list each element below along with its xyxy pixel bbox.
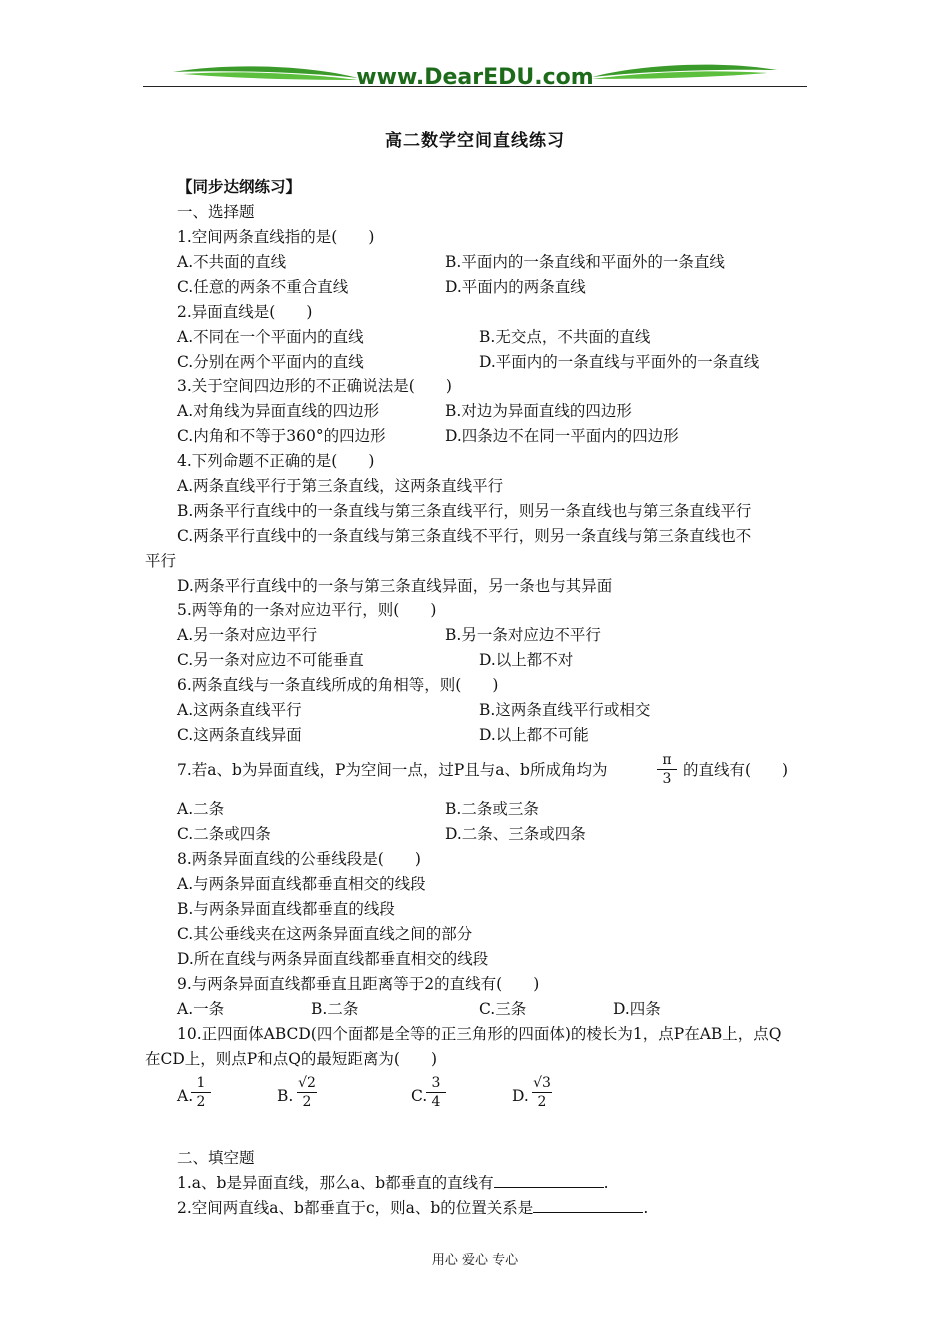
q1-option-b: B.平面内的一条直线和平面外的一条直线 xyxy=(445,253,725,271)
q6-option-a: A.这两条直线平行 xyxy=(177,701,302,719)
fill-2-end: . xyxy=(643,1199,649,1217)
q6-option-d: D.以上都不可能 xyxy=(479,726,589,744)
page-title: 高二数学空间直线练习 xyxy=(385,131,565,151)
q10-option-a-fraction xyxy=(187,1075,215,1110)
q5-stem: 5.两等角的一条对应边平行，则( ) xyxy=(177,601,437,619)
q4-option-b: B.两条平行直线中的一条直线与第三条直线平行，则另一条直线也与第三条直线平行 xyxy=(177,502,752,520)
fill-1-end: . xyxy=(603,1174,609,1192)
q10-option-a-label: A. xyxy=(177,1087,194,1105)
q4-option-d: D.两条平行直线中的一条与第三条直线异面，另一条也与其异面 xyxy=(177,577,613,595)
q10-d-den: 2 xyxy=(537,1094,547,1110)
q10-b-num: √2 xyxy=(298,1075,316,1091)
q2-stem: 2.异面直线是( ) xyxy=(177,303,313,321)
fill-question-1 xyxy=(177,1173,609,1193)
fill-question-2 xyxy=(177,1198,648,1218)
q9-option-c: C.三条 xyxy=(479,1000,527,1018)
fill-2-text: 2.空间两直线a、b都垂直于c，则a、b的位置关系是 xyxy=(177,1199,534,1217)
q6-option-b: B.这两条直线平行或相交 xyxy=(479,701,651,719)
q2-option-c: C.分别在两个平面内的直线 xyxy=(177,353,364,371)
q8-option-b: B.与两条异面直线都垂直的线段 xyxy=(177,900,395,918)
q7-option-c: C.二条或四条 xyxy=(177,825,271,843)
q10-d-num: √3 xyxy=(533,1075,551,1091)
q5-option-c: C.另一条对应边不可能垂直 xyxy=(177,651,364,669)
q1-option-a: A.不共面的直线 xyxy=(177,253,287,271)
page-footer: 用心 爱心 专心 xyxy=(431,1253,519,1268)
q7-option-a: A.二条 xyxy=(177,800,225,818)
q3-option-d: D.四条边不在同一平面内的四边形 xyxy=(445,427,679,445)
fill-1-blank[interactable] xyxy=(494,1173,604,1188)
q4-option-c-line2: 平行 xyxy=(145,552,177,570)
section-label: 【同步达纲练习】 xyxy=(177,178,302,196)
q3-option-b: B.对边为异面直线的四边形 xyxy=(445,402,632,420)
q10-option-b-label: B. xyxy=(277,1087,294,1105)
q8-option-d: D.所在直线与两条异面直线都垂直相交的线段 xyxy=(177,950,489,968)
q9-option-d: D.四条 xyxy=(613,1000,661,1018)
q7-fraction xyxy=(653,752,681,787)
q10-option-d-fraction xyxy=(528,1075,556,1110)
q3-option-c: C.内角和不等于360°的四边形 xyxy=(177,427,386,445)
q10-option-c-label: C. xyxy=(411,1087,428,1105)
q10-a-num: 1 xyxy=(196,1075,206,1091)
q7-option-b: B.二条或三条 xyxy=(445,800,539,818)
q7-frac-num: π xyxy=(662,752,672,768)
q10-c-num: 3 xyxy=(431,1075,441,1091)
q2-option-a: A.不同在一个平面内的直线 xyxy=(177,328,364,346)
q10-stem-line2: 在CD上，则点P和点Q的最短距离为( ) xyxy=(145,1050,438,1068)
q7-stem-post: 的直线有( ) xyxy=(683,761,789,779)
part2-heading: 二、填空题 xyxy=(177,1149,255,1167)
q6-option-c: C.这两条直线异面 xyxy=(177,726,302,744)
q1-stem: 1.空间两条直线指的是( ) xyxy=(177,228,375,246)
q7-frac-den: 3 xyxy=(662,771,672,787)
q10-a-den: 2 xyxy=(196,1094,206,1110)
q10-c-den: 4 xyxy=(431,1094,441,1110)
q1-option-c: C.任意的两条不重合直线 xyxy=(177,278,349,296)
part1-heading: 一、选择题 xyxy=(177,203,255,221)
q5-option-a: A.另一条对应边平行 xyxy=(177,626,318,644)
q10-b-den: 2 xyxy=(302,1094,312,1110)
q9-option-b: B.二条 xyxy=(311,1000,359,1018)
q8-option-a: A.与两条异面直线都垂直相交的线段 xyxy=(177,875,426,893)
q1-option-d: D.平面内的两条直线 xyxy=(445,278,586,296)
logo-text: www.DearEDU.com xyxy=(356,65,594,90)
q10-option-c-fraction xyxy=(422,1075,450,1110)
q6-stem: 6.两条直线与一条直线所成的角相等，则( ) xyxy=(177,676,499,694)
header-rule xyxy=(143,86,807,87)
q7-stem-pre: 7.若a、b为异面直线，P为空间一点，过P且与a、b所成角均为 xyxy=(177,761,608,779)
q9-option-a: A.一条 xyxy=(177,1000,225,1018)
q4-stem: 4.下列命题不正确的是( ) xyxy=(177,452,375,470)
q10-option-d-label: D. xyxy=(512,1087,529,1105)
q5-option-d: D.以上都不对 xyxy=(479,651,574,669)
q2-option-b: B.无交点，不共面的直线 xyxy=(479,328,651,346)
q5-option-b: B.另一条对应边不平行 xyxy=(445,626,601,644)
q9-stem: 9.与两条异面直线都垂直且距离等于2的直线有( ) xyxy=(177,975,540,993)
q3-option-a: A.对角线为异面直线的四边形 xyxy=(177,402,380,420)
q10-stem-line1: 10.正四面体ABCD(四个面都是全等的正三角形的四面体)的棱长为1，点P在AB上，点Q xyxy=(177,1025,782,1043)
q10-option-b-fraction xyxy=(293,1075,321,1110)
q2-option-d: D.平面内的一条直线与平面外的一条直线 xyxy=(479,353,760,371)
q4-option-c-line1: C.两条平行直线中的一条直线与第三条直线不平行，则另一条直线与第三条直线也不 xyxy=(177,527,752,545)
q4-option-a: A.两条直线平行于第三条直线，这两条直线平行 xyxy=(177,477,504,495)
q7-option-d: D.二条、三条或四条 xyxy=(445,825,586,843)
q8-option-c: C.其公垂线夹在这两条异面直线之间的部分 xyxy=(177,925,473,943)
fill-2-blank[interactable] xyxy=(533,1198,643,1213)
q8-stem: 8.两条异面直线的公垂线段是( ) xyxy=(177,850,421,868)
q3-stem: 3.关于空间四边形的不正确说法是( ) xyxy=(177,377,452,395)
fill-1-text: 1.a、b是异面直线，那么a、b都垂直的直线有 xyxy=(177,1174,494,1192)
